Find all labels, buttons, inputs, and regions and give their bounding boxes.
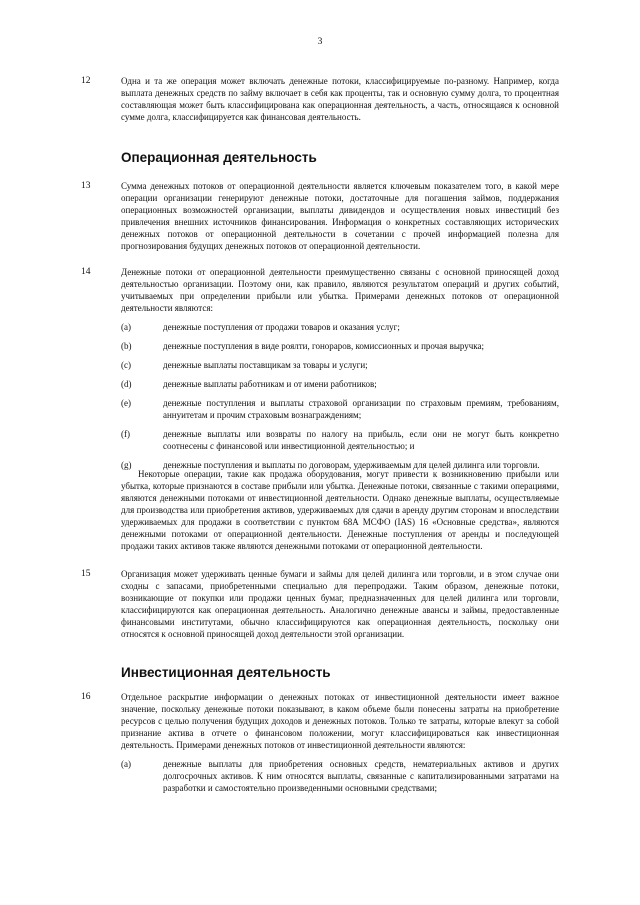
paragraph-number: 15 — [81, 569, 91, 579]
list-item-text: денежные поступления от продажи товаров и оказания услуг; — [163, 322, 400, 332]
section-heading-operating: Операционная деятельность — [121, 150, 317, 165]
paragraph-text: Организация может удерживать ценные бумаги и займы для целей дилинга или торговли, и в этом случае они сходны с запасами, приобретенными специально для перепродажи. Таким образом, денежные потоки, возникающие от покупки или продажи ценных бумаг, предназначенных для целей дилинга или торговли, классифицируются как операционная деятельность. Аналогично денежные авансы и займы, предоставленные финансовыми институтами, обычно классифицируются как операционная деятельность, поскольку они относятся к основной приносящей доход деятельности этой организации. — [121, 569, 559, 639]
list-item-label: (c) — [121, 360, 131, 370]
list-item-label: (e) — [121, 398, 131, 408]
paragraph-number: 16 — [81, 692, 91, 702]
list-item — [0, 428, 640, 452]
list-item-text: денежные поступления и выплаты по договорам, удерживаемым для целей дилинга или торговли. — [163, 460, 540, 470]
list-item-text: денежные выплаты для приобретения основных средств, нематериальных активов и других долгосрочных активов. К ним относятся выплаты, связанные с капитализированными затратами на разработки и самостоятельно произведенными основными средствами; — [163, 759, 559, 793]
paragraph-text: Сумма денежных потоков от операционной деятельности является ключевым показателем того, в какой мере операции организации генерируют денежные потоки, достаточные для погашения займов, поддержания операционных возможностей организации, выплаты дивидендов и осуществления новых инвестиций без привлечения внешних источников финансирования. Информация о конкретных составляющих исторических денежных потоков от операционной деятельности в сочетании с прочей информацией полезна для прогнозирования будущих денежных потоков от операционной деятельности. — [121, 181, 559, 251]
list-item-text: денежные поступления в виде роялти, гонораров, комиссионных и прочая выручка; — [163, 341, 484, 351]
list-item-label: (g) — [121, 460, 132, 470]
example-list — [0, 321, 640, 471]
paragraph-13 — [0, 180, 640, 252]
list-item — [0, 340, 640, 352]
paragraph-14 — [0, 266, 640, 471]
list-item-text: денежные поступления и выплаты страховой организации по страховым премиям, требованиям, аннуитетам и прочим страховым вознаграждениям; — [163, 398, 559, 420]
list-item-text: денежные выплаты или возвраты по налогу на прибыль, если они не могут быть конкретно соотнесены с финансовой или инвестиционной деятельностью; и — [163, 429, 559, 451]
paragraph-12 — [0, 75, 640, 123]
list-item — [0, 397, 640, 421]
paragraph-number: 12 — [81, 76, 91, 86]
list-item-text: денежные выплаты работникам и от имени работников; — [163, 379, 377, 389]
paragraph-number: 14 — [81, 267, 91, 277]
example-list — [0, 758, 640, 794]
paragraph-16 — [0, 691, 640, 794]
paragraph-text: Одна и та же операция может включать денежные потоки, классифицируемые по-разному. Например, когда выплата денежных средств по займу включает в себя как проценты, так и основную сумму долга, то процентная составляющая может быть классифицирована как операционная деятельность, а часть, относящаяся к основной сумме долга, классифицируется как финансовая деятельность. — [121, 76, 559, 122]
paragraph-number: 13 — [81, 181, 91, 191]
list-item — [0, 321, 640, 333]
paragraph-text: Отдельное раскрытие информации о денежных потоках от инвестиционной деятельности имеет важное значение, поскольку денежные потоки показывают, в каком объеме были понесены затраты на приобретение ресурсов с целью получения будущих доходов и денежных потоков. Только те затраты, которые влекут за собой признание актива в отчете о финансовом положении, могут классифицироваться как инвестиционная деятельность. Примерами денежных потоков от инвестиционной деятельности являются: — [121, 692, 559, 750]
list-item-text: денежные выплаты поставщикам за товары и услуги; — [163, 360, 368, 370]
list-item-label: (a) — [121, 322, 131, 332]
paragraph-text: Некоторые операции, такие как продажа оборудования, могут привести к возникновению прибыли или убытка, которые признаются в составе прибыли или убытка. Денежные потоки, связанные с такими операциями, являются денежными потоками от инвестиционной деятельности. Однако денежные выплаты, осуществляемые для производства или приобретения активов, удерживаемых для сдачи в аренду другим сторонам и впоследствии удерживаемых для продажи в соответствии с пунктом 68А МСФО (IAS) 16 «Основные средства», являются денежными потоками от операционной деятельности. Денежные поступления от аренды и последующей продажи таких активов также являются денежными потоками от операционной деятельности. — [121, 469, 559, 551]
paragraph-14-note — [0, 468, 640, 552]
list-item — [0, 359, 640, 371]
paragraph-15 — [0, 568, 640, 640]
list-item-label: (d) — [121, 379, 132, 389]
list-item — [0, 378, 640, 390]
list-item-label: (f) — [121, 429, 130, 439]
section-heading-investing: Инвестиционная деятельность — [121, 665, 331, 680]
list-item-label: (b) — [121, 341, 132, 351]
list-item — [0, 758, 640, 794]
paragraph-text: Денежные потоки от операционной деятельности преимущественно связаны с основной приносящей доход деятельностью организации. Поэтому они, как правило, являются результатом операций и других событий, учитываемых при определении прибыли или убытка. Примерами денежных потоков от операционной деятельности являются: — [121, 267, 559, 313]
page-number: 3 — [317, 37, 323, 47]
list-item-label: (a) — [121, 759, 131, 769]
